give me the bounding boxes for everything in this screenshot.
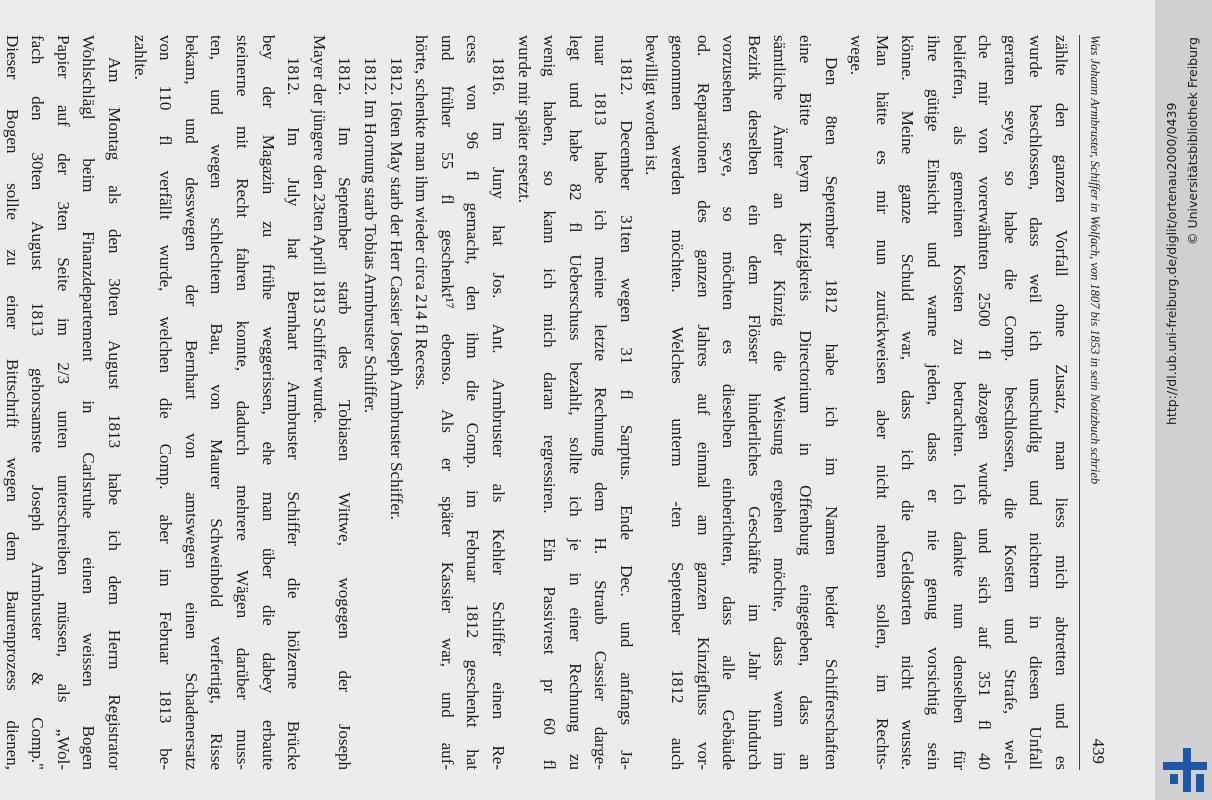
text-line: wege. bbox=[847, 35, 867, 76]
text-line: eine Bitte beym Kinzigkreis Directorium in Offenburg eingegeben, dass an bbox=[796, 35, 816, 770]
logo-bar bbox=[1196, 774, 1204, 792]
page-number: 439 bbox=[1089, 738, 1108, 764]
text-line: Man hätte es mir nun zurückweisen aber nicht nehmen sollen, im Rechts- bbox=[872, 35, 892, 770]
text-line: von 110 fl verfällt wurde, welchen die Comp. aber im Februar 1813 be- bbox=[156, 35, 176, 770]
text-line: ihre gütige Einsicht und warne jeden, dass er nie genug vorsichtig sein bbox=[924, 35, 944, 770]
page-header bbox=[1079, 35, 1110, 770]
text-line: geraten seye, so habe die Comp. beschlossen, die Kosten und Strafe, wel- bbox=[1000, 35, 1020, 770]
text-line: bewilligt worden ist. bbox=[642, 35, 662, 176]
text-line: 1812. Im September starb des Tobiasen Wittwe, wogegen der Joseph bbox=[335, 57, 355, 770]
text-line: ten, und wegen schlechtem Bau, von Maurer Schweinbold verfertigt, Risse bbox=[207, 35, 227, 770]
text-line: genommen werden möchten. Welches unterm -ten September 1812 auch bbox=[668, 35, 688, 770]
text-line: und früher 55 fl geschenkt¹⁷ ebenso. Als er später Kassier war, und auf- bbox=[437, 35, 457, 770]
logo-bar bbox=[1170, 774, 1178, 784]
text-line: cess von 96 fl gemacht, den ihm die Comp. im Februar 1812 geschenkt hat bbox=[463, 35, 483, 770]
text-line: legt und habe 82 fl Ueberschuss bezahlt, sollte ich je in einer Rechnung zu bbox=[565, 35, 585, 770]
text-line: wurde mir später ersetzt. bbox=[514, 35, 534, 204]
text-line: 1816. Im Juny hat Jos. Ant. Armbruster als Kehler Schiffer einen Re- bbox=[488, 57, 508, 770]
permalink-url[interactable]: http://dl.ub.uni-freiburg.de/diglit/ortenau2000/0439 bbox=[1164, 102, 1179, 425]
text-line: Am Montag als den 30ten August 1813 habe ich dem Herrn Registrator bbox=[105, 57, 125, 770]
logo-bar bbox=[1183, 748, 1191, 792]
text-line: hörte, schenkte man ihm wieder circa 214 fl Recess. bbox=[412, 35, 432, 390]
text-line: 1812. Im Hornung starb Tobias Armbruster Schiffer. bbox=[360, 57, 380, 414]
text-line: Den 8ten September 1812 habe ich im Namen beider Schifferschaften bbox=[821, 57, 841, 770]
text-line: Mayer der jüngere den 23ten Aprill 1813 Schiffer wurde. bbox=[309, 35, 329, 424]
text-line: wurde beschlossen, dass weil ich unschuldig und nichtern in diesen Unfall bbox=[1026, 35, 1046, 770]
text-line: vorzusehen seye, so möchten es dieselben einberichten, dass alle Gebäude bbox=[719, 35, 739, 770]
running-title: Was Johann Armbruster, Schiffer in Wolfach, von 1807 bis 1853 in sein Notizbuch schrieb bbox=[1088, 35, 1102, 485]
copyright-notice: © Universitätsbibliothek Freiburg bbox=[1185, 37, 1200, 245]
text-line: wenig haben, so kann ich mich daran regressiren. Ein Passivrest pr 60 fl bbox=[540, 35, 560, 770]
text-line: che mir von vorerwähnten 2500 fl abzogen wurde und sich auf 351 fl 40 bbox=[975, 35, 995, 770]
rotated-page-content bbox=[2, 35, 1110, 770]
text-line: bekam, und desswegen der Bernhart von amtswegen einen Schadenersatz bbox=[181, 35, 201, 770]
text-line: 1812. Im July hat Bernhart Armbruster Schiffer die hölzerne Brücke bbox=[284, 57, 304, 770]
text-line: steinerne mit Recht fahren konnte, dadurch mehrere Wägen darüber muss- bbox=[233, 35, 252, 770]
text-line: nuar 1813 habe ich meine letzte Rechnung dem H. Straub Cassier darge- bbox=[591, 35, 611, 770]
text-line: könne. Meine ganze Schuld war, dass ich die Geldsorten nicht wusste. bbox=[898, 35, 918, 770]
text-line: Papier auf der 3ten Seite im 2/3 unten unterschreiben müssen, als „Wol- bbox=[53, 35, 73, 770]
text-line: Dieser Bogen sollte zu einer Bittschrift wegen dem Baurenprozess dienen, bbox=[2, 35, 22, 770]
ub-freiburg-logo-icon bbox=[1160, 745, 1210, 795]
text-line: od. Reparationen des ganzen Jahres auf einmal am ganzen Kinzigfluss vor- bbox=[693, 35, 713, 770]
text-line: zählte den ganzen Vorfall ohne Zusatz, man liess mich abtretten und es bbox=[1052, 35, 1071, 770]
body-text bbox=[0, 35, 1074, 770]
text-line: 1812. 16ten May starb der Herr Cassier Joseph Armbruster Schiffer. bbox=[386, 57, 406, 520]
text-line: 1812. December 31ten wegen 31 fl Sarptus. Ende Dec. und anfangs Ja- bbox=[616, 57, 636, 770]
text-line: Bezirk derselben ein dem Flösser hinderliches Geschäfte im Jahr hindurch bbox=[744, 35, 764, 770]
text-line: Wohlschlägl beim Finanzdepartement in Carlsruhe einen weissen Bogen bbox=[79, 35, 99, 770]
text-line: bey der Magazin zu frühe weggerissen, ehe man über die dabey erbaute bbox=[258, 35, 278, 770]
text-line: belieffen, als gemeinen Kosten zu betrachten. Ich dankte nun denselben für bbox=[949, 35, 969, 770]
text-line: sämtliche Ämter an der Kinzig die Weisung ergehen möchte, dass wenn im bbox=[770, 35, 790, 770]
text-line: zahlte. bbox=[130, 35, 150, 80]
text-line: fach den 30ten August 1813 gehorsamste Joseph Armbruster & Comp." bbox=[28, 35, 48, 770]
